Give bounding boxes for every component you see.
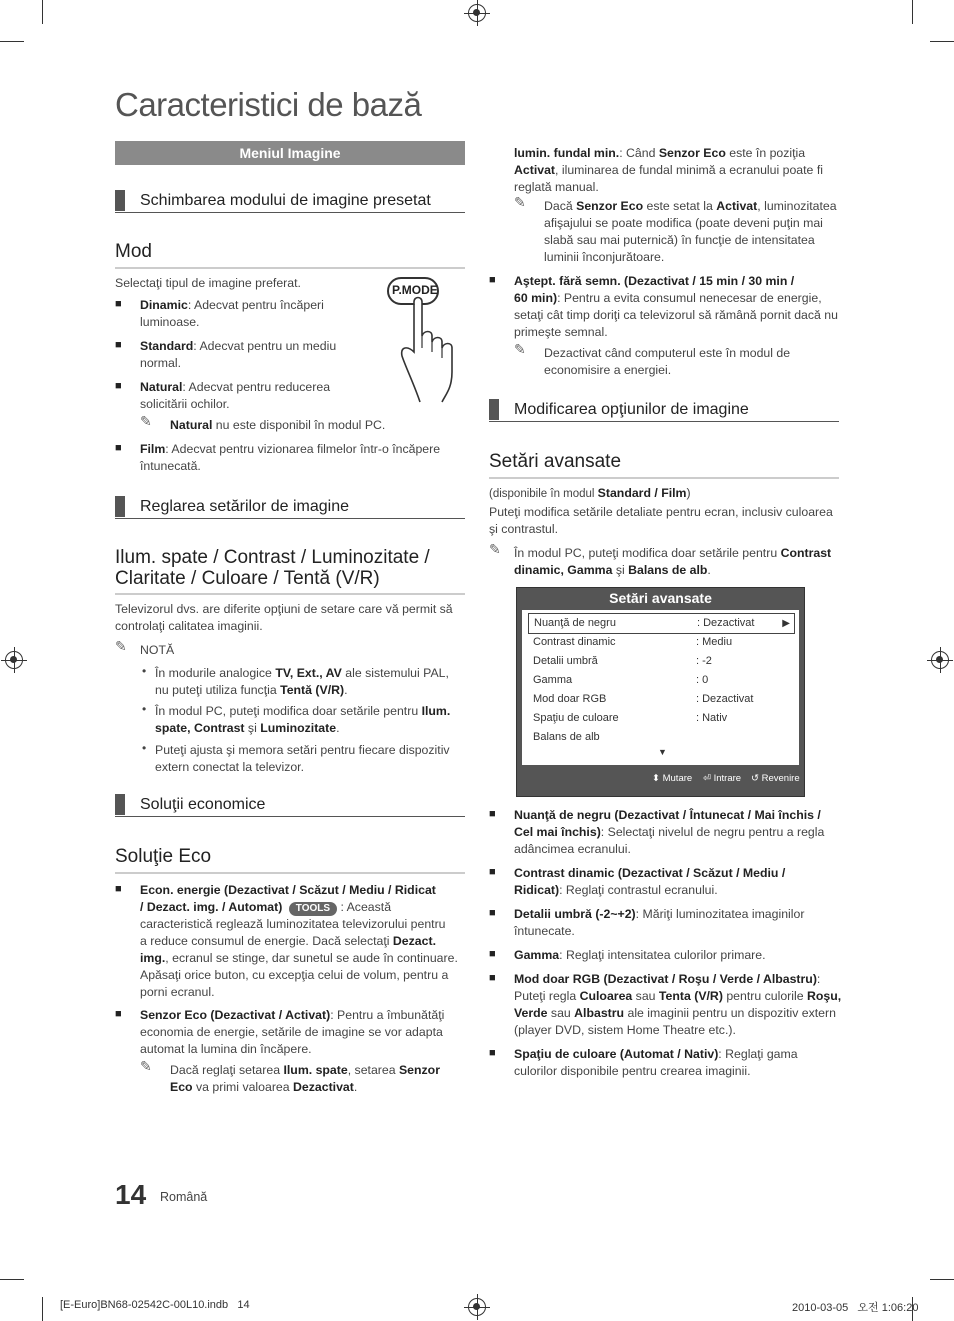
bullet-square: ■ — [489, 808, 496, 820]
osd-row-value: : -2 — [696, 655, 712, 667]
section-advanced — [489, 450, 839, 479]
rgb-only-mode: Mod doar RGB (Dezactivat / Roşu / Verde / Albastru): Puteţi regla Culoarea sau Tenta (V/R) pentru culorile Roşu, Verde sau Albastru ale imaginii pentru un dispozitiv extern (player DVD, sistem Home Theatre etc.). — [514, 972, 842, 1037]
page-title: Caracteristici de bază — [115, 86, 422, 123]
crop-mark — [0, 1279, 24, 1280]
osd-panel — [522, 610, 799, 765]
registration-mark-icon — [468, 4, 486, 22]
enter-icon: ⏎ — [703, 773, 711, 784]
bullet-square: ■ — [115, 442, 122, 454]
section-title: Ilum. spate / Contrast / Luminozitate / Claritate / Culoare / Tentă (V/R) — [115, 547, 430, 589]
natural-note: Natural nu este disponibil în modul PC. — [170, 418, 386, 432]
subheading-eco — [115, 794, 465, 817]
eco-note: Dacă reglaţi setarea Ilum. spate, setarea Senzor Eco va primi valoarea Dezactivat. — [170, 1063, 440, 1094]
crop-mark — [0, 41, 24, 42]
mode-standard: Standard: Adecvat pentru un mediu normal. — [140, 339, 337, 370]
osd-row — [528, 633, 793, 652]
black-tone: Nuanţă de negru (Dezactivat / Întunecat / Mai închis / Cel mai închis): Selectaţi nivelul de negru pentru a regla adâncimea ecranului. — [514, 808, 825, 856]
crop-mark — [930, 41, 954, 42]
bullet-square: ■ — [115, 1008, 122, 1020]
return-icon: ↺ — [751, 773, 759, 784]
section-title: Mod — [115, 241, 152, 262]
crop-mark — [912, 0, 913, 24]
bullet-dot: • — [142, 664, 147, 678]
section-eco — [115, 845, 465, 874]
page-number: 14 — [115, 1179, 147, 1210]
osd-row-label: Spaţiu de culoare — [533, 712, 619, 724]
osd-row-label: Balans de alb — [533, 731, 600, 743]
note-pencil-icon: ✎ — [115, 638, 127, 654]
print-file-info: [E-Euro]BN68-02542C-00L10.indb 14 — [60, 1299, 250, 1311]
osd-row-value: : Mediu — [696, 636, 733, 648]
updown-icon: ⬍ — [652, 773, 660, 784]
note-pencil-icon: ✎ — [489, 541, 501, 557]
bullet-square: ■ — [489, 1047, 496, 1059]
gamma: Gamma: Reglaţi intensitatea culorilor primare. — [514, 948, 766, 962]
osd-foot-return: ↺ Revenire — [751, 773, 800, 784]
bullet-square: ■ — [489, 907, 496, 919]
section-ilum — [115, 549, 465, 595]
heading-bar — [115, 190, 125, 211]
scroll-down-icon: ▼ — [658, 747, 667, 757]
note-pencil-icon: ✎ — [140, 1058, 152, 1074]
registration-mark-icon — [5, 651, 23, 669]
osd-row — [528, 613, 795, 634]
section-mod — [115, 240, 465, 269]
osd-row — [528, 728, 793, 747]
osd-row-value: : Dezactivat — [697, 617, 755, 629]
osd-row-label: Contrast dinamic — [533, 636, 616, 648]
bullet-dot: • — [142, 741, 147, 755]
standby-note: Dezactivat când computerul este în modul de economisire a energiei. — [544, 346, 791, 377]
dynamic-contrast: Contrast dinamic (Dezactivat / Scăzut / Mediu / Ridicat): Reglaţi contrastul ecranului. — [514, 866, 786, 897]
mode-film: Film: Adecvat pentru vizionarea filmelor într-o încăpere întunecată. — [140, 442, 441, 473]
bullet-dot: • — [142, 702, 147, 716]
osd-row-value: : Dezactivat — [696, 693, 754, 705]
osd-row-label: Gamma — [533, 674, 573, 686]
ilum-intro: Televizorul dvs. are diferite opţiuni de setare care vă permit să controlaţi calitatea imaginii. — [115, 602, 453, 633]
min-backlight: lumin. fundal min.: Când Senzor Eco este în poziţia Activat, iluminarea de fundal minimă a ecranului poate fi reglată manual. — [514, 146, 823, 194]
osd-row-label: Mod doar RGB — [533, 693, 607, 705]
subheading-text: Modificarea opţiunilor de imagine — [514, 401, 749, 418]
subheading-text: Schimbarea modului de imagine presetat — [140, 192, 431, 209]
crop-mark — [42, 1297, 43, 1321]
osd-row — [528, 652, 793, 671]
subheading-preset — [115, 190, 465, 213]
bullet-square: ■ — [489, 972, 496, 984]
nota-item-3: Puteţi ajusta şi memora setări pentru fiecare dispozitiv extern conectat la televizor. — [155, 743, 450, 774]
note-pencil-icon: ✎ — [514, 341, 526, 357]
osd-row — [528, 671, 793, 690]
registration-mark-icon — [468, 1298, 486, 1316]
osd-row — [528, 690, 793, 709]
note-pencil-icon: ✎ — [514, 194, 526, 210]
sensor-note: Dacă Senzor Eco este setat la Activat, luminozitatea afişajului se poate modifica (poate deveni puţin mai slabă sau mai puternică) în funcţie de intensitatea luminii înconjurătoare. — [544, 199, 837, 264]
osd-row-value: : Nativ — [696, 712, 728, 724]
mode-dinamic: Dinamic: Adecvat pentru încăperi luminoase. — [140, 298, 324, 329]
crop-mark — [42, 0, 43, 24]
osd-row-value: : 0 — [696, 674, 709, 686]
color-space: Spaţiu de culoare (Automat / Nativ): Reglaţi gama culorilor disponibile pentru crearea imaginii. — [514, 1047, 798, 1078]
subheading-adjust — [115, 496, 465, 519]
mod-intro: Selectaţi tipul de imagine preferat. — [115, 276, 301, 290]
bullet-square: ■ — [489, 948, 496, 960]
bullet-square: ■ — [115, 883, 122, 895]
osd-advanced-settings — [516, 587, 805, 797]
nota-item-2: În modul PC, puteţi modifica doar setările pentru Ilum. spate, Contrast şi Luminozitate. — [155, 704, 451, 735]
menu-bar: Meniul Imagine — [115, 141, 465, 165]
advanced-intro: Puteţi modifica setările detaliate pentru ecran, inclusiv culoarea şi contrastul. — [489, 505, 833, 536]
standby-no-signal: Aştept. fără semn. (Dezactivat / 15 min / 30 min / 60 min): Pentru a evita consumul nenecesar de energie, setaţi cât timp doriţi ca televizorul să rămână pornit dacă nu primeşte semnal. — [514, 274, 838, 339]
section-title: Soluţie Eco — [115, 846, 212, 867]
nota-label: NOTĂ — [140, 643, 175, 657]
advanced-note: În modul PC, puteţi modifica doar setările pentru Contrast dinamic, Gamma şi Balans de alb. — [514, 546, 832, 577]
bullet-square: ■ — [489, 866, 496, 878]
subheading-text: Soluţii economice — [140, 796, 266, 813]
shadow-detail: Detalii umbră (-2~+2): Măriţi luminozitatea imaginilor întunecate. — [514, 907, 805, 938]
crop-mark — [930, 1279, 954, 1280]
osd-row-label: Detalii umbră — [533, 655, 598, 667]
bullet-square: ■ — [115, 339, 122, 351]
subheading-options — [489, 399, 839, 422]
osd-foot-move: ⬍ Mutare — [652, 773, 693, 784]
bullet-square: ■ — [115, 298, 122, 310]
nota-item-1: În modurile analogice TV, Ext., AV ale sistemului PAL, nu puteţi utiliza funcţia Tentă (V/R). — [155, 666, 449, 697]
bullet-square: ■ — [115, 380, 122, 392]
eco-sensor: Senzor Eco (Dezactivat / Activat): Pentru a îmbunătăţi economia de energie, setările de imagine se vor adapta automat la lumina din încăpere. — [140, 1008, 445, 1056]
subheading-text: Reglarea setărilor de imagine — [140, 498, 349, 515]
page-language: Română — [160, 1190, 208, 1204]
arrow-right-icon: ▶ — [782, 618, 790, 629]
advanced-availability: (disponibile în modul Standard / Film) — [489, 486, 691, 500]
heading-bar — [115, 496, 125, 517]
heading-bar — [115, 794, 125, 815]
osd-title: Setări avansate — [609, 590, 712, 606]
pmode-button-label: P.MODE — [392, 283, 438, 297]
osd-row-label: Nuanţă de negru — [534, 617, 616, 629]
section-title: Setări avansate — [489, 451, 622, 472]
osd-row — [528, 709, 793, 728]
osd-foot-enter: ⏎ Intrare — [703, 773, 742, 784]
tools-button: TOOLS — [289, 902, 337, 916]
mode-natural: Natural: Adecvat pentru reducerea solicitării ochilor. — [140, 380, 331, 411]
heading-bar — [489, 399, 499, 420]
bullet-square: ■ — [489, 274, 496, 286]
print-date-info: 2010-03-05 오전 1:06:20 — [792, 1302, 919, 1314]
eco-energy: Econ. energie (Dezactivat / Scăzut / Mediu / Ridicat / Dezact. img. / Automat) TOOLS : Această caracteristică reglează luminozitatea televizorului pentru a reduce consumul de energie. Dacă selectaţi Dezact. img., ecranul se stinge, dar sunetul se aude în continuare. Apăsaţi orice buton, cu excepţia celui de volum, pentru a porni ecranul. — [140, 883, 458, 999]
registration-mark-icon — [931, 651, 949, 669]
note-pencil-icon: ✎ — [140, 413, 152, 429]
